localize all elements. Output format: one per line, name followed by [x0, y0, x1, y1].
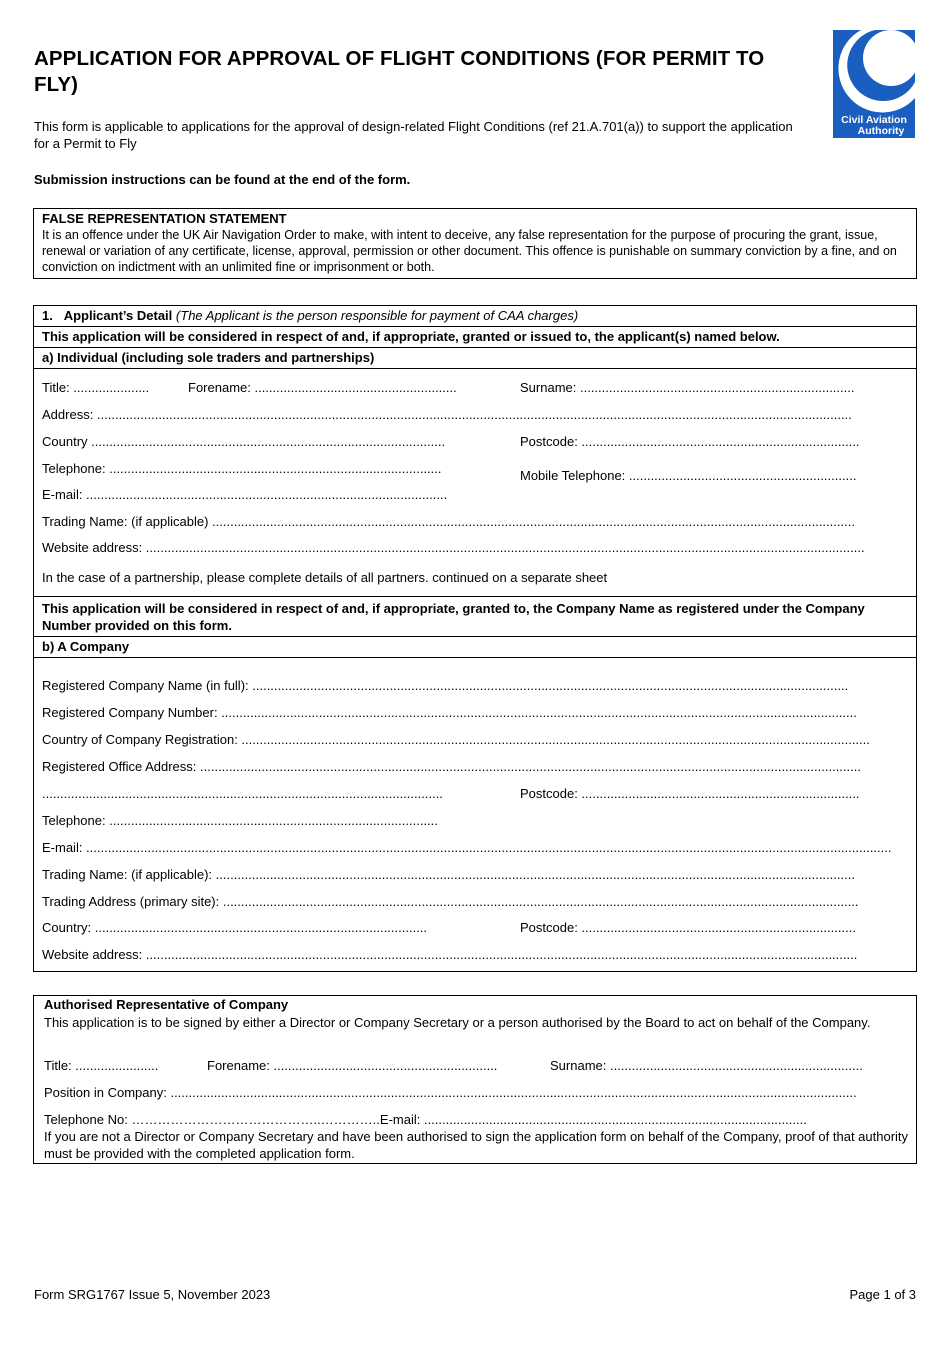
false-representation-box: [33, 208, 917, 279]
form-reference: Form SRG1767 Issue 5, November 2023: [34, 1287, 271, 1302]
partnership-note: In the case of a partnership, please complete details of all partners. continued on a separate sheet: [42, 570, 608, 585]
authorised-representative-box: [33, 995, 917, 1164]
form-title: APPLICATION FOR APPROVAL OF FLIGHT CONDITIONS (FOR PERMIT TO FLY): [34, 47, 765, 96]
form-intro: This form is applicable to applications for the approval of design-related Flight Conditions (ref 21.A.701(a)) to support the application for a Permit to Fly: [34, 119, 793, 151]
caa-logo: [833, 30, 915, 138]
auth-rep-forename-field[interactable]: Forename: ..............................................................: [207, 1058, 498, 1073]
individual-telephone-field[interactable]: Telephone: ............................................................................................: [42, 461, 442, 476]
section1-header: [34, 306, 916, 327]
false-representation-heading: FALSE REPRESENTATION STATEMENT: [42, 211, 287, 226]
company-telephone-field[interactable]: Telephone: ...........................................................................................: [42, 813, 438, 828]
submission-note: Submission instructions can be found at the end of the form.: [34, 172, 411, 187]
company-office-address-field[interactable]: Registered Office Address: .......................................................................................................................................................................................: [42, 759, 861, 774]
company-trading-address-field[interactable]: Trading Address (primary site): ................................................................................................................................................................................: [42, 894, 859, 909]
section1-heading: Applicant’s Detail: [63, 308, 173, 323]
company-reg-name-field[interactable]: Registered Company Name (in full): .....................................................................................................................................................................: [42, 678, 849, 693]
company-reg-number-field[interactable]: Registered Company Number: ................................................................................................................................................................................: [42, 705, 857, 720]
individual-surname-field[interactable]: Surname: ............................................................................: [520, 380, 855, 395]
section1-number: 1.: [42, 308, 53, 323]
auth-rep-heading: Authorised Representative of Company: [44, 997, 289, 1012]
caa-logo-mark: [833, 30, 915, 138]
company-postcode-field[interactable]: Postcode: .............................................................................: [520, 786, 860, 801]
company-address-continued-field[interactable]: ...............................................................................................................: [42, 786, 443, 801]
individual-mobile-field[interactable]: Mobile Telephone: ...............................................................: [520, 468, 857, 483]
company-country-reg-field[interactable]: Country of Company Registration: ..............................................................................................................................................................................: [42, 732, 870, 747]
auth-rep-title-field[interactable]: Title: .......................: [44, 1058, 159, 1073]
company-trading-name-field[interactable]: Trading Name: (if applicable): .................................................................................................................................................................................: [42, 867, 855, 882]
company-email-field[interactable]: E-mail: ...............................................................................................................................................................................................................................: [42, 840, 892, 855]
individual-forename-field[interactable]: Forename: ........................................................: [188, 380, 457, 395]
individual-trading-name-field[interactable]: Trading Name: (if applicable) ..................................................................................................................................................................................: [42, 514, 855, 529]
individual-website-field[interactable]: Website address: .......................................................................................................................................................................................................: [42, 540, 865, 555]
consider-company-note: This application will be considered in respect of and, if appropriate, granted to, the Company Name as registered under the Company Number provided on this form.: [34, 596, 916, 637]
auth-rep-telephone-email-field[interactable]: Telephone No: ……………………………………..…………..E-mail: ..........................................................................................................: [44, 1112, 807, 1127]
individual-heading: a) Individual (including sole traders and partnerships): [34, 348, 916, 369]
company-heading: b) A Company: [34, 637, 916, 658]
auth-rep-intro: This application is to be signed by either a Director or Company Secretary or a person authorised by the Board to act on behalf of the Company.: [44, 1015, 871, 1030]
individual-email-field[interactable]: E-mail: ....................................................................................................: [42, 487, 448, 502]
company-website-field[interactable]: Website address: .....................................................................................................................................................................................................: [42, 947, 858, 962]
company-postcode2-field[interactable]: Postcode: ............................................................................: [520, 920, 856, 935]
auth-rep-proof-note: If you are not a Director or Company Secretary and have been authorised to sign the application form on behalf of the Company, proof of that authority must be provided with the completed application form.: [44, 1129, 909, 1161]
company-country-field[interactable]: Country: ............................................................................................: [42, 920, 428, 935]
auth-rep-position-field[interactable]: Position in Company: ..............................................................................................................................................................................................: [44, 1085, 857, 1100]
logo-text-line1: Civil Aviation: [841, 114, 907, 126]
section-applicant-details: [33, 305, 917, 972]
false-representation-body: It is an offence under the UK Air Navigation Order to make, with intent to deceive, any false representation for the purpose of procuring the grant, issue, renewal or variation of any certificate, license, approval, permission or other document. This offence is punishable on summary conviction by a fine, and on conviction on indictment with an unlimited fine or imprisonment or both.: [42, 228, 897, 274]
individual-title-field[interactable]: Title: .....................: [42, 380, 150, 395]
page-number: Page 1 of 3: [849, 1287, 916, 1302]
section1-heading-note: (The Applicant is the person responsible for payment of CAA charges): [175, 308, 579, 323]
individual-country-field[interactable]: Country ..................................................................................................: [42, 434, 446, 449]
individual-address-field[interactable]: Address: .................................................................................................................................................................................................................: [42, 407, 852, 422]
logo-text-line2: Authority: [857, 125, 905, 137]
consider-individual-note: This application will be considered in respect of and, if appropriate, granted or issued to, the applicant(s) named below.: [34, 327, 916, 348]
individual-postcode-field[interactable]: Postcode: .............................................................................: [520, 434, 860, 449]
auth-rep-surname-field[interactable]: Surname: ......................................................................: [550, 1058, 863, 1073]
